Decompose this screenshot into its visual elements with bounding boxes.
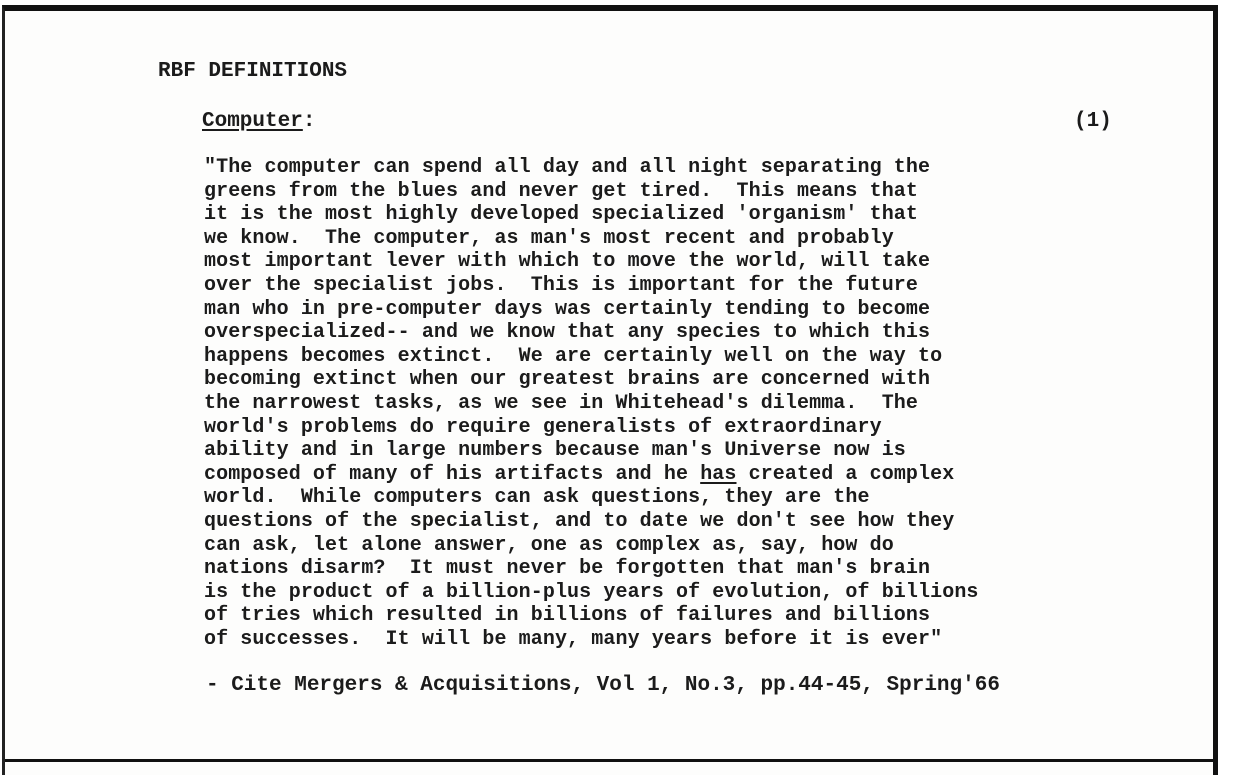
quote-line: greens from the blues and never get tired. This means that [204, 179, 919, 203]
quote-line: world's problems do require generalists of extraordinary [204, 415, 882, 439]
citation: - Cite Mergers & Acquisitions, Vol 1, No.3, pp.44-45, Spring'66 [206, 674, 1000, 697]
quote-line: questions of the specialist, and to date we don't see how they [204, 509, 955, 533]
quote-line: most important lever with which to move the world, will take [204, 250, 931, 274]
quote-line: ability and in large numbers because man's Universe now is [204, 439, 906, 463]
quote-line: overspecialized-- and we know that any species to which this [204, 321, 931, 345]
quote-line: over the specialist jobs. This is important for the future [204, 273, 919, 297]
quote-line: the narrowest tasks, as we see in Whitehead's dilemma. The [204, 391, 919, 415]
quote-line-tail: created a complex [736, 462, 955, 486]
bottom-divider [5, 759, 1213, 762]
underlined-word: has [700, 462, 737, 486]
quote-line: is the product of a billion-plus years of evolution, of billions [204, 580, 979, 604]
definition-number: (1) [1074, 110, 1112, 133]
quote-line: man who in pre-computer days was certainly tending to become [204, 297, 931, 321]
term-word: Computer [202, 110, 303, 133]
quote-line: happens becomes extinct. We are certainly well on the way to [204, 344, 943, 368]
definition-quote [204, 156, 1204, 651]
definition-term [202, 110, 315, 133]
document-heading: RBF DEFINITIONS [158, 60, 348, 83]
quote-line: of tries which resulted in billions of failures and billions [204, 604, 931, 628]
quote-line: it is the most highly developed specialized 'organism' that [204, 203, 919, 227]
quote-line-with-underline [204, 463, 1204, 487]
quote-line: world. While computers can ask questions, they are the [204, 486, 870, 510]
quote-line: of successes. It will be many, many years before it is ever" [204, 627, 943, 651]
quote-line-head: composed of many of his artifacts and he [204, 462, 701, 486]
quote-line: we know. The computer, as man's most recent and probably [204, 226, 894, 250]
term-suffix: : [302, 110, 316, 133]
quote-line: nations disarm? It must never be forgotten that man's brain [204, 557, 931, 581]
quote-line: "The computer can spend all day and all night separating the [204, 156, 931, 179]
quote-line: can ask, let alone answer, one as complex as, say, how do [204, 533, 894, 557]
quote-line: becoming extinct when our greatest brains are concerned with [204, 368, 931, 392]
